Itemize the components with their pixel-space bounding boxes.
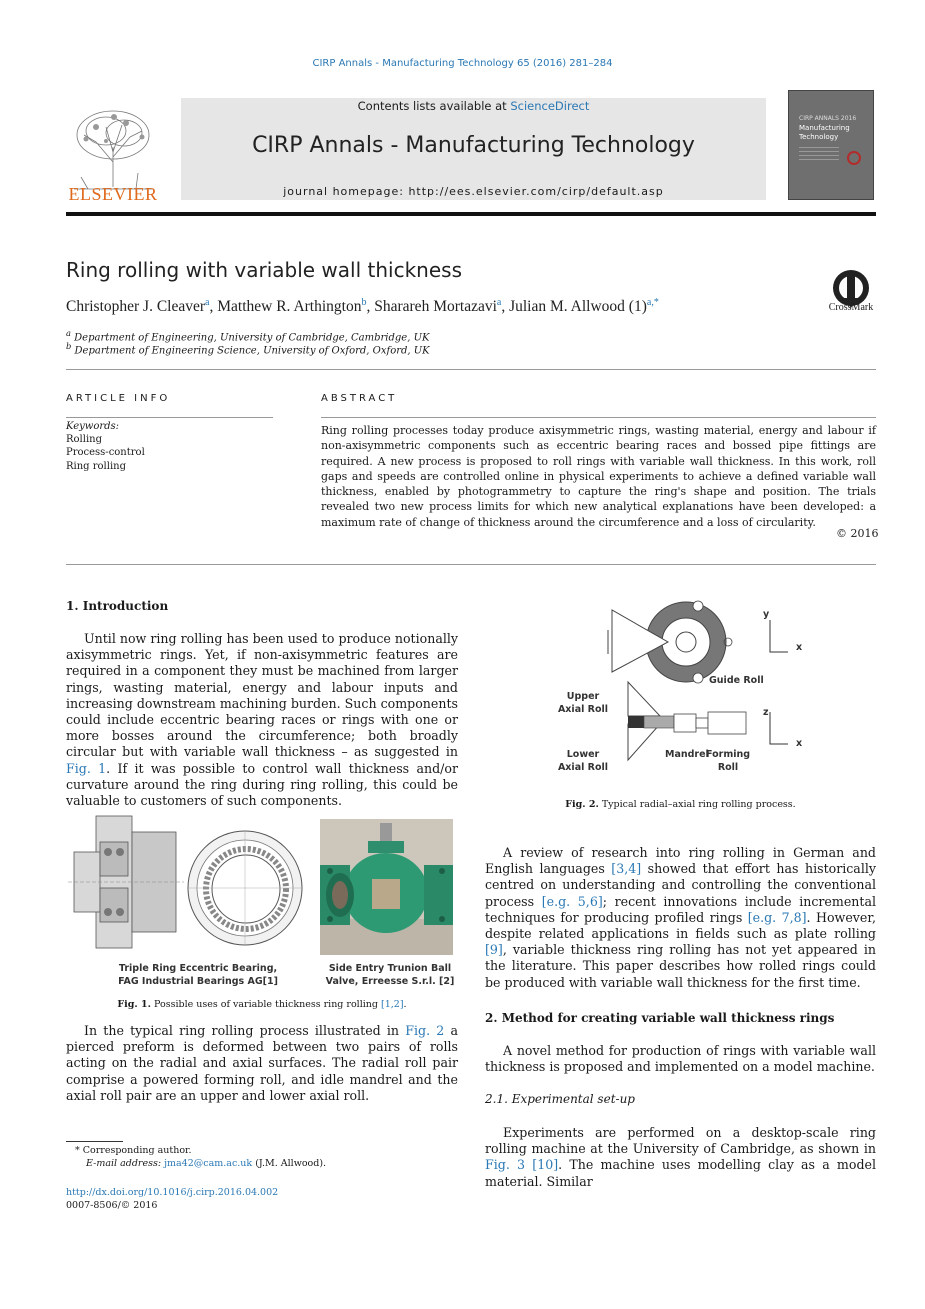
forming-roll-label: Forming Roll (706, 749, 751, 773)
author-name: Sharareh Mortazavi (374, 298, 497, 316)
method-paragraph: A novel method for production of rings with variable wall thickness is proposed and implemented on a model machine. (485, 1043, 876, 1075)
affiliation-a: $^a$ Department of Engineering, University of Cambridge, Cambridge, UK (66, 328, 430, 344)
section-heading-introduction: 1. Introduction (66, 599, 169, 613)
axis-z-label: z (763, 707, 769, 718)
footnote-rule (66, 1141, 123, 1142)
author-name: Julian M. Allwood (1) (509, 298, 647, 316)
sciencedirect-link[interactable]: ScienceDirect (510, 99, 590, 113)
citation-link[interactable]: [10] (532, 1157, 559, 1173)
email-note: E-mail address: jma42@cam.ac.uk (J.M. Allwood). (86, 1158, 327, 1169)
author-separator: , (209, 298, 218, 316)
author-affiliation-mark[interactable]: a (205, 297, 210, 308)
ball-valve-photo (320, 819, 453, 955)
keyword: Rolling (66, 434, 102, 445)
fig3-reference-link[interactable]: Fig. 3 (485, 1157, 526, 1173)
issn: 0007-8506/© 2016 (66, 1200, 158, 1211)
cover-title: Manufacturing Technology (799, 124, 850, 141)
author-separator: , (366, 298, 375, 316)
abstract-heading: ABSTRACT (321, 393, 398, 404)
fig2-reference-link[interactable]: Fig. 2 (405, 1023, 445, 1038)
citation-link[interactable]: [3,4] (611, 861, 642, 877)
fig1-caption: Fig. 1. Possible uses of variable thickness ring rolling [1,2]. (117, 999, 407, 1010)
keyword: Process-control (66, 447, 145, 459)
axis-y-label: y (763, 609, 770, 620)
header-rule (66, 212, 876, 216)
citation-link[interactable]: [e.g. 7,8] (747, 909, 807, 925)
citation-link[interactable]: [9] (485, 942, 503, 958)
journal-title: CIRP Annals - Manufacturing Technology (252, 133, 695, 158)
review-paragraph: A review of research into ring rolling in German and English languages [3,4] showed that effort has historically centred on understanding and controlling the conventional process [e.g. 5,6]; recent innovations include incremental techniques for producing profiled rings [e.g. 7,8]. However, despite related applications in fields such as plate rolling [9], variable thickness ring rolling has not yet appeared in the literature. This paper describes how rolled rings could be produced with variable wall thickness for the first time. (485, 845, 876, 990)
axis-x-label: x (796, 642, 803, 653)
keywords-label: Keywords: (66, 421, 120, 432)
fig1-label-bearing: Triple Ring Eccentric Bearing, FAG Industrial Bearings AG[1] (118, 963, 278, 987)
upper-axial-roll-label: Upper Axial Roll (557, 691, 609, 715)
subsection-heading-setup: 2.1. Experimental set-up (485, 1092, 635, 1106)
intro-paragraph-1: Until now ring rolling has been used to produce notionally axisymmetric rings. Yet, if non-axisymmetric features are required in a component they must be machined from larger rings, wasting material, energy and labour inputs and increasing downstream machining burden. Such components could include eccentric bearing races or rings with one or more bosses around the circumference; both broadly circular but with variable wall thickness – as suggested in Fig. 1. If it was possible to control wall thickness and/or curvature around the ring during ring rolling, this could be valuable to customers of such components. (66, 631, 458, 809)
cover-badge-icon (847, 151, 861, 165)
lower-axial-roll-label: Lower Axial Roll (557, 749, 609, 773)
author-email-link[interactable]: jma42@cam.ac.uk (164, 1158, 253, 1169)
paper-title: Ring rolling with variable wall thickness (66, 258, 462, 282)
abstract-text: Ring rolling processes today produce axisymmetric rings, wasting material, energy and labour if non-axisymmetric components such as eccentric bearing races and bossed pipe fittings are required. A new process is proposed to roll rings with variable wall thickness. In this work, roll gaps and speeds are controlled online in physical experiments to achieve a defined variable wall thickness, enabled by photogrammetry to capture the ring's shape and position. The trials revealed two new process limits for which new analytical explanations have been developed: a maximum rate of change of thickness around the circumference and a loss of circularity. (321, 424, 876, 529)
author-affiliation-mark[interactable]: a,* (646, 297, 659, 308)
divider (66, 564, 876, 565)
author-separator: , (501, 298, 510, 316)
contents-prefix: Contents lists available at (357, 99, 511, 113)
divider (66, 417, 273, 418)
keyword: Ring rolling (66, 460, 126, 472)
guide-roll-label: Guide Roll (709, 675, 764, 686)
author-list (66, 297, 659, 316)
affiliation-b: $^b$ Department of Engineering Science, University of Oxford, Oxford, UK (66, 341, 430, 357)
mandrel-label: Mandrel (665, 749, 709, 760)
fig1-citation-link[interactable]: [1,2] (381, 999, 404, 1010)
eccentric-bearing-drawing (66, 812, 186, 952)
corresponding-author-note: * Corresponding author. (75, 1145, 192, 1156)
keywords-list (66, 433, 145, 473)
section-heading-method: 2. Method for creating variable wall thickness rings (485, 1011, 835, 1025)
fig1-reference-link[interactable]: Fig. 1 (66, 760, 107, 776)
author-affiliation-mark[interactable]: b (361, 297, 367, 308)
eccentric-ring-drawing (185, 826, 305, 950)
divider (321, 417, 876, 418)
journal-citation[interactable]: CIRP Annals - Manufacturing Technology 65 (2016) 281–284 (312, 58, 613, 69)
contents-line (181, 99, 766, 113)
author-affiliation-mark[interactable]: a (496, 297, 502, 308)
author-name: Christopher J. Cleaver (66, 298, 206, 316)
crossmark-label[interactable]: CrossMark (828, 302, 874, 313)
author-name: Matthew R. Arthington (217, 298, 362, 316)
doi-link[interactable]: http://dx.doi.org/10.1016/j.cirp.2016.04.002 (66, 1187, 279, 1198)
article-info-heading: ARTICLE INFO (66, 393, 171, 404)
divider (66, 369, 876, 370)
journal-cover-image (788, 90, 874, 200)
fig2-caption: Fig. 2. Typical radial–axial ring rolling process. (565, 799, 796, 810)
intro-paragraph-2: In the typical ring rolling process illustrated in Fig. 2 a pierced preform is deformed between two pairs of rolls acting on the radial and axial surfaces. The radial roll pair comprise a powered forming roll, and idle mandrel and the axial roll pair are an upper and lower axial roll. (66, 1023, 458, 1103)
setup-paragraph: Experiments are performed on a desktop-scale ring rolling machine at the University of Cambridge, as shown in Fig. 3 [10]. The machine uses modelling clay as a model material. Similar (485, 1125, 876, 1189)
journal-homepage-link[interactable]: journal homepage: http://ees.elsevier.com/cirp/default.asp (283, 185, 664, 198)
cover-text-lines (799, 147, 839, 163)
citation-link[interactable]: [e.g. 5,6] (541, 893, 603, 909)
abstract-copyright: © 2016 (836, 527, 879, 540)
axis-x2-label: x (796, 738, 803, 749)
fig1-label-valve: Side Entry Trunion Ball Valve, Erreesse S.r.l. [2] (325, 963, 455, 987)
elsevier-wordmark: ELSEVIER (68, 184, 158, 204)
cover-line: CIRP ANNALS 2016 (799, 115, 857, 122)
